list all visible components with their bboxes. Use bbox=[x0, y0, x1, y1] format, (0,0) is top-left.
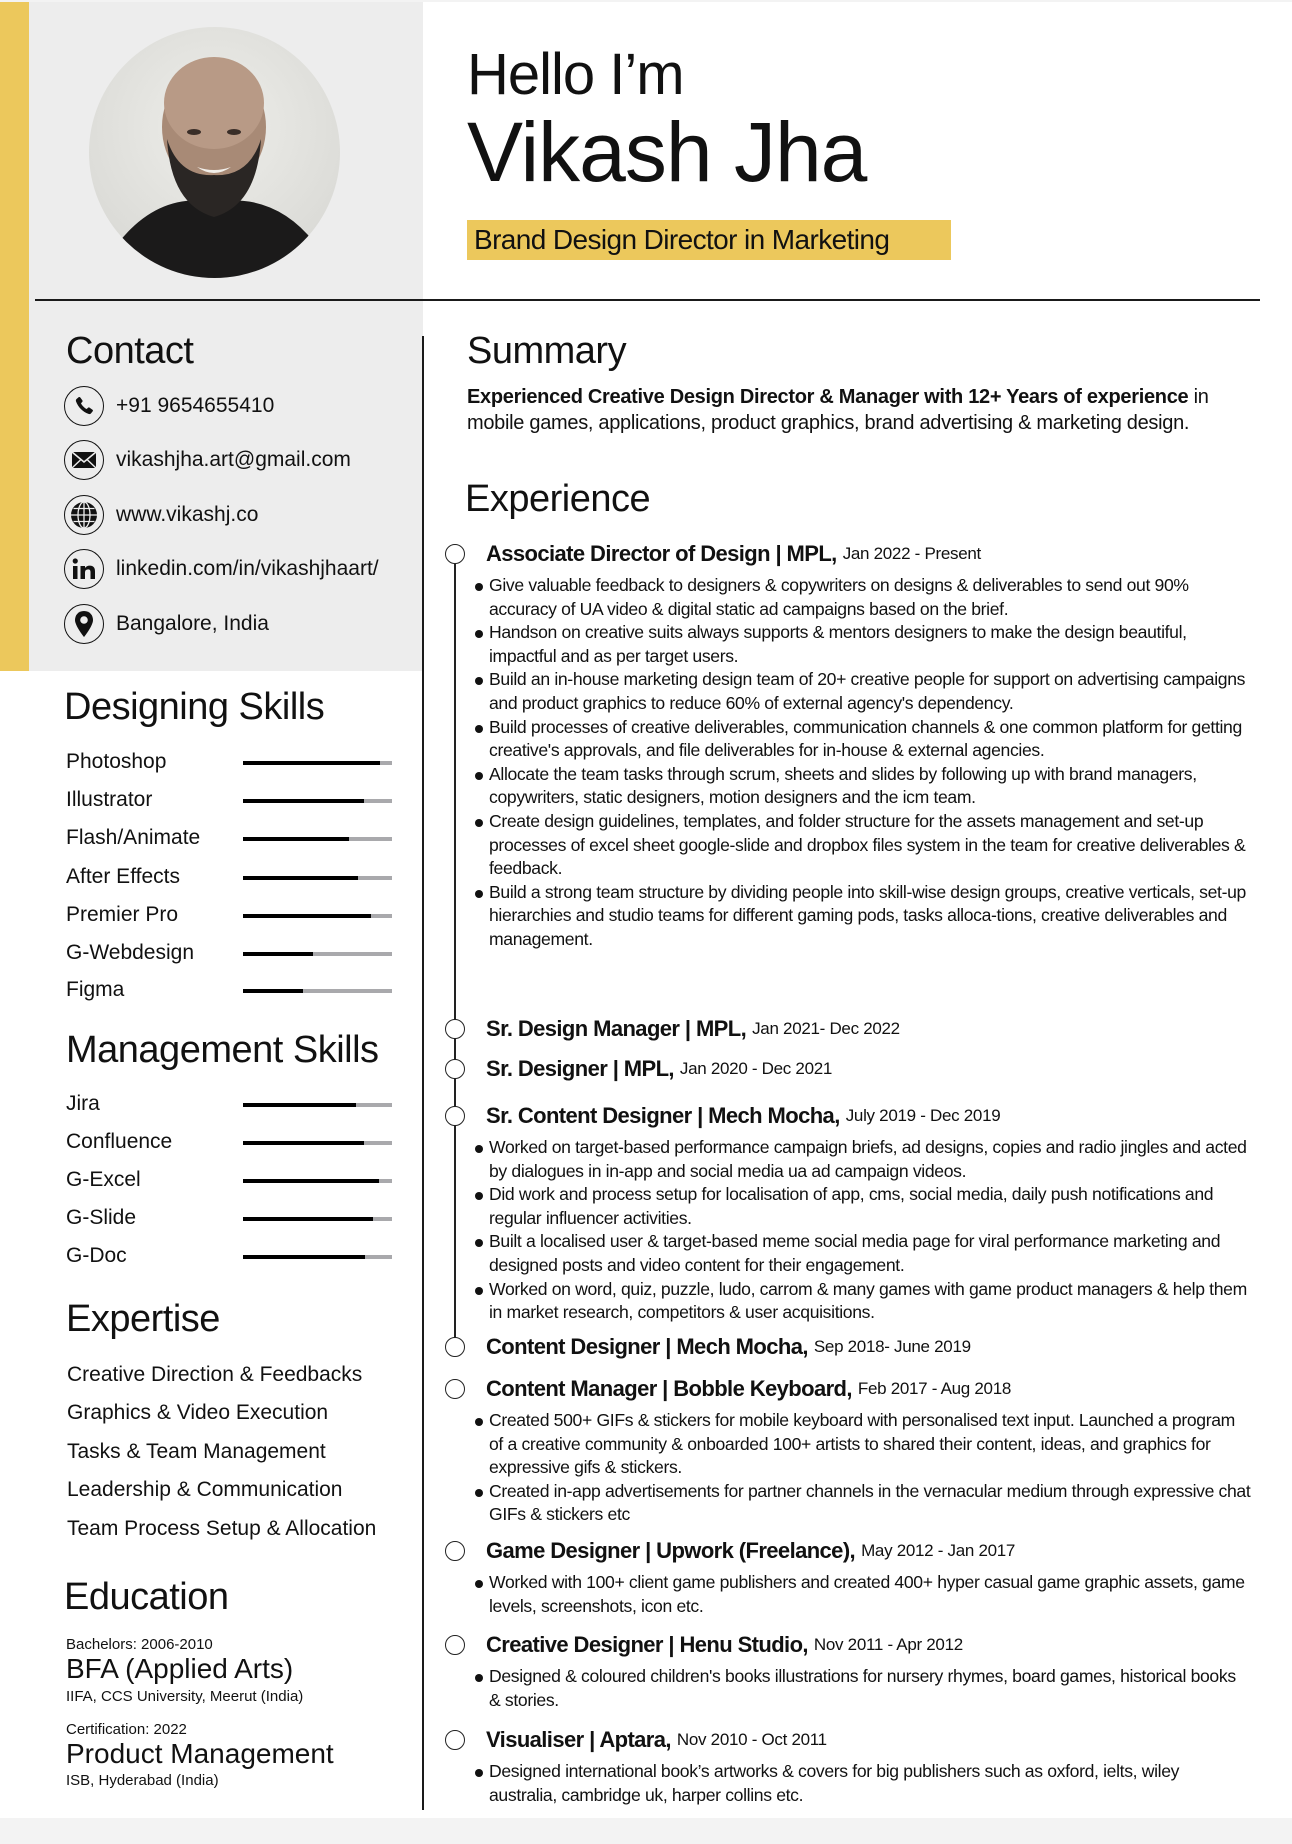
location-text: Bangalore, India bbox=[116, 612, 269, 635]
job-bullet: Created 500+ GIFs & stickers for mobile keyboard with personalised text input. Launched a program of a creative community & onboarded 100+ artists to shared their content, ideas, and graphics for expressive gifs & stickers. bbox=[471, 1409, 1251, 1480]
skill-row bbox=[66, 825, 396, 851]
designing-skills-heading: Designing Skills bbox=[64, 686, 325, 728]
skill-level-fill bbox=[243, 1103, 356, 1107]
skill-level-bar bbox=[243, 1217, 392, 1221]
skill-row bbox=[66, 1205, 396, 1231]
expertise-item: Leadership & Communication bbox=[67, 1478, 343, 1501]
timeline-node-icon bbox=[445, 1337, 465, 1357]
skill-level-fill bbox=[243, 1179, 379, 1183]
skill-row bbox=[66, 1167, 396, 1193]
contact-email[interactable] bbox=[64, 440, 351, 480]
skill-label: Figma bbox=[66, 978, 125, 1001]
skill-level-bar bbox=[243, 761, 392, 765]
skill-level-fill bbox=[243, 952, 313, 956]
skill-row bbox=[66, 864, 396, 890]
skill-level-fill bbox=[243, 914, 371, 918]
skill-level-fill bbox=[243, 1217, 373, 1221]
column-divider bbox=[422, 336, 424, 1810]
skill-level-bar bbox=[243, 876, 392, 880]
job-dates: May 2012 - Jan 2017 bbox=[861, 1541, 1016, 1560]
experience-entry bbox=[436, 1375, 1276, 1527]
skill-label: Photoshop bbox=[66, 750, 167, 773]
summary-text bbox=[467, 384, 1257, 436]
job-bullets bbox=[471, 574, 1276, 952]
skill-level-bar bbox=[243, 914, 392, 918]
job-role-company: Sr. Content Designer | Mech Mocha, bbox=[486, 1103, 840, 1128]
job-bullets bbox=[471, 1409, 1276, 1527]
timeline-node-icon bbox=[445, 1541, 465, 1561]
skill-label: Confluence bbox=[66, 1130, 173, 1153]
job-title-badge: Brand Design Director in Marketing bbox=[467, 220, 951, 260]
experience-entry bbox=[436, 1726, 1276, 1807]
job-dates: Sep 2018- June 2019 bbox=[813, 1337, 971, 1356]
management-skills-heading: Management Skills bbox=[66, 1029, 379, 1071]
job-bullet: Did work and process setup for localisation of app, cms, social media, daily push notifications and regular influencer activities. bbox=[471, 1183, 1251, 1230]
skill-level-bar bbox=[243, 1179, 392, 1183]
expertise-item: Tasks & Team Management bbox=[67, 1440, 326, 1463]
job-dates: Nov 2010 - Oct 2011 bbox=[676, 1730, 827, 1749]
skill-level-fill bbox=[243, 989, 303, 993]
job-role-company: Visualiser | Aptara, bbox=[486, 1727, 671, 1752]
skill-row bbox=[66, 902, 396, 928]
skill-label: After Effects bbox=[66, 865, 180, 888]
job-bullet: Build an in-house marketing design team of 20+ creative people for support on advertising campaigns and product graphics to reduce 60% of external agency's dependency. bbox=[471, 668, 1251, 715]
experience-entry bbox=[436, 1102, 1276, 1325]
experience-entry bbox=[436, 1015, 1276, 1043]
contact-phone[interactable] bbox=[64, 386, 274, 426]
contact-linkedin[interactable] bbox=[64, 549, 379, 589]
job-bullet: Created in-app advertisements for partner channels in the vernacular medium through expressive chat GIFs & stickers etc bbox=[471, 1480, 1251, 1527]
job-bullet: Worked on word, quiz, puzzle, ludo, carrom & many games with game product managers & help them in market research, competitors & user acquisitions. bbox=[471, 1278, 1251, 1325]
skill-level-fill bbox=[243, 1141, 364, 1145]
skill-level-bar bbox=[243, 989, 392, 993]
certification-meta: Certification: 2022 bbox=[66, 1721, 187, 1738]
job-dates: Feb 2017 - Aug 2018 bbox=[857, 1379, 1012, 1398]
skill-level-bar bbox=[243, 952, 392, 956]
email-address: vikashjha.art@gmail.com bbox=[116, 448, 351, 471]
skill-level-fill bbox=[243, 799, 364, 803]
job-bullet: Create design guidelines, templates, and folder structure for the assets management and set-up processes of excel sheet google-slide and dropbox files system in the team for creative deliverables & feedback. bbox=[471, 810, 1251, 881]
job-bullets bbox=[471, 1665, 1276, 1712]
skill-row bbox=[66, 940, 396, 966]
experience-entry bbox=[436, 1055, 1276, 1083]
experience-entry-header bbox=[436, 1375, 1276, 1403]
experience-entry-header bbox=[436, 1333, 1276, 1361]
skill-row bbox=[66, 1243, 396, 1269]
linkedin-url: linkedin.com/in/vikashjhaart/ bbox=[116, 557, 379, 580]
skill-row bbox=[66, 1091, 396, 1117]
experience-entry-header bbox=[436, 1102, 1276, 1130]
experience-entry-header bbox=[436, 1015, 1276, 1043]
expertise-item: Creative Direction & Feedbacks bbox=[67, 1363, 363, 1386]
education-degree: BFA (Applied Arts) bbox=[66, 1653, 294, 1684]
job-bullet: Allocate the team tasks through scrum, sheets and slides by following up with brand managers, copywriters, static designers, motion designers and the icm team. bbox=[471, 763, 1251, 810]
greeting-text: Hello I’m bbox=[467, 42, 684, 107]
skill-row bbox=[66, 977, 396, 1003]
skill-label: Illustrator bbox=[66, 788, 153, 811]
experience-heading: Experience bbox=[465, 478, 651, 520]
skill-label: G-Doc bbox=[66, 1244, 127, 1267]
experience-entry bbox=[436, 1333, 1276, 1361]
skill-level-fill bbox=[243, 876, 358, 880]
skill-label: G-Webdesign bbox=[66, 941, 195, 964]
timeline-node-icon bbox=[445, 1059, 465, 1079]
job-role-company: Sr. Designer | MPL, bbox=[486, 1056, 674, 1081]
expertise-item: Team Process Setup & Allocation bbox=[67, 1517, 377, 1540]
education-institution: IIFA, CCS University, Meerut (India) bbox=[66, 1688, 304, 1705]
skill-row bbox=[66, 787, 396, 813]
skill-level-fill bbox=[243, 761, 380, 765]
job-role-company: Game Designer | Upwork (Freelance), bbox=[486, 1538, 856, 1563]
contact-location bbox=[64, 604, 269, 644]
job-bullet: Worked with 100+ client game publishers and created 400+ hyper casual game graphic assets, game levels, screenshots, icon etc. bbox=[471, 1571, 1251, 1618]
job-bullet: Handson on creative suits always supports & mentors designers to make the design beautiful, impactful and as per target users. bbox=[471, 621, 1251, 668]
globe-icon bbox=[64, 495, 104, 535]
linkedin-icon bbox=[64, 549, 104, 589]
skill-level-bar bbox=[243, 1103, 392, 1107]
timeline-node-icon bbox=[445, 544, 465, 564]
skill-level-bar bbox=[243, 799, 392, 803]
website-url: www.vikashj.co bbox=[116, 503, 259, 526]
job-role-company: Sr. Design Manager | MPL, bbox=[486, 1016, 747, 1041]
skill-level-bar bbox=[243, 837, 392, 841]
timeline-node-icon bbox=[445, 1635, 465, 1655]
full-name: Vikash Jha bbox=[467, 105, 867, 199]
job-bullet: Designed international book’s artworks & covers for big publishers such as oxford, ielts, wiley australia, cambridge uk, harper collins etc. bbox=[471, 1760, 1251, 1807]
skill-label: Premier Pro bbox=[66, 903, 179, 926]
timeline-node-icon bbox=[445, 1379, 465, 1399]
skill-row bbox=[66, 1129, 396, 1155]
location-pin-icon bbox=[64, 604, 104, 644]
experience-entry-header bbox=[436, 540, 1276, 568]
job-bullet: Build processes of creative deliverables, communication channels & one common platform for getting creative's approvals, and file deliverables for in-house & external agencies. bbox=[471, 716, 1251, 763]
contact-website[interactable] bbox=[64, 495, 258, 535]
job-bullet: Designed & coloured children's books illustrations for nursery rhymes, board games, historical books & stories. bbox=[471, 1665, 1251, 1712]
experience-entry-header bbox=[436, 1631, 1276, 1659]
job-bullets bbox=[471, 1136, 1276, 1325]
timeline-node-icon bbox=[445, 1019, 465, 1039]
expertise-heading: Expertise bbox=[66, 1298, 220, 1340]
resume-page bbox=[0, 2, 1292, 1818]
job-bullets bbox=[471, 1571, 1276, 1618]
timeline-node-icon bbox=[445, 1730, 465, 1750]
phone-icon bbox=[64, 386, 104, 426]
skill-level-bar bbox=[243, 1141, 392, 1145]
skill-level-fill bbox=[243, 1255, 365, 1259]
timeline-node-icon bbox=[445, 1106, 465, 1126]
job-bullet: Give valuable feedback to designers & copywriters on designs & deliverables to send out 90% accuracy of UA video & digital static ad campaigns based on the brief. bbox=[471, 574, 1251, 621]
job-role-company: Creative Designer | Henu Studio, bbox=[486, 1632, 808, 1657]
skill-row bbox=[66, 749, 396, 775]
job-bullet: Build a strong team structure by dividing people into skill-wise design groups, creative verticals, set-up hierarchies and studio teams for different gaming pods, tasks alloca-tions, creative deliverables and management. bbox=[471, 881, 1251, 952]
experience-entry-header bbox=[436, 1726, 1276, 1754]
job-dates: Jan 2021- Dec 2022 bbox=[752, 1019, 900, 1038]
education-meta: Bachelors: 2006-2010 bbox=[66, 1636, 213, 1653]
skill-level-bar bbox=[243, 1255, 392, 1259]
profile-photo bbox=[89, 27, 340, 278]
job-bullets bbox=[471, 1760, 1276, 1807]
skill-label: G-Excel bbox=[66, 1168, 141, 1191]
job-dates: Nov 2011 - Apr 2012 bbox=[813, 1635, 963, 1654]
header-divider bbox=[35, 299, 1260, 301]
job-dates: Jan 2022 - Present bbox=[842, 544, 981, 563]
summary-heading: Summary bbox=[467, 330, 627, 372]
contact-heading: Contact bbox=[66, 330, 194, 372]
skill-label: G-Slide bbox=[66, 1206, 137, 1229]
skill-label: Jira bbox=[66, 1092, 100, 1115]
mail-icon bbox=[64, 440, 104, 480]
expertise-item: Graphics & Video Execution bbox=[67, 1401, 329, 1424]
experience-entry-header bbox=[436, 1537, 1276, 1565]
summary-highlight: Experienced Creative Design Director & Manager with 12+ Years of experience bbox=[467, 386, 1189, 408]
job-bullet: Built a localised user & target-based meme social media page for viral performance marketing and designed posts and video content for their engagement. bbox=[471, 1230, 1251, 1277]
certification-title: Product Management bbox=[66, 1738, 334, 1769]
skill-label: Flash/Animate bbox=[66, 826, 201, 849]
skill-level-fill bbox=[243, 837, 349, 841]
job-role-company: Content Designer | Mech Mocha, bbox=[486, 1334, 808, 1359]
education-heading: Education bbox=[64, 1576, 229, 1618]
job-dates: Jan 2020 - Dec 2021 bbox=[679, 1059, 833, 1078]
experience-entry bbox=[436, 1631, 1276, 1712]
phone-number: +91 9654655410 bbox=[116, 394, 275, 417]
job-role-company: Content Manager | Bobble Keyboard, bbox=[486, 1376, 852, 1401]
job-bullet: Worked on target-based performance campaign briefs, ad designs, copies and radio jingles and acted by dialogues in in-app and social media ua ad campaign videos. bbox=[471, 1136, 1251, 1183]
experience-entry bbox=[436, 540, 1276, 952]
experience-entry bbox=[436, 1537, 1276, 1618]
portrait-illustration bbox=[89, 27, 340, 278]
experience-entry-header bbox=[436, 1055, 1276, 1083]
summary-body: in mobile games, applications, product graphics, brand advertising & marketing design. bbox=[467, 386, 1209, 434]
job-role-company: Associate Director of Design | MPL, bbox=[486, 541, 837, 566]
certification-institution: ISB, Hyderabad (India) bbox=[66, 1772, 219, 1789]
job-dates: July 2019 - Dec 2019 bbox=[845, 1106, 1001, 1125]
accent-stripe bbox=[0, 2, 29, 671]
